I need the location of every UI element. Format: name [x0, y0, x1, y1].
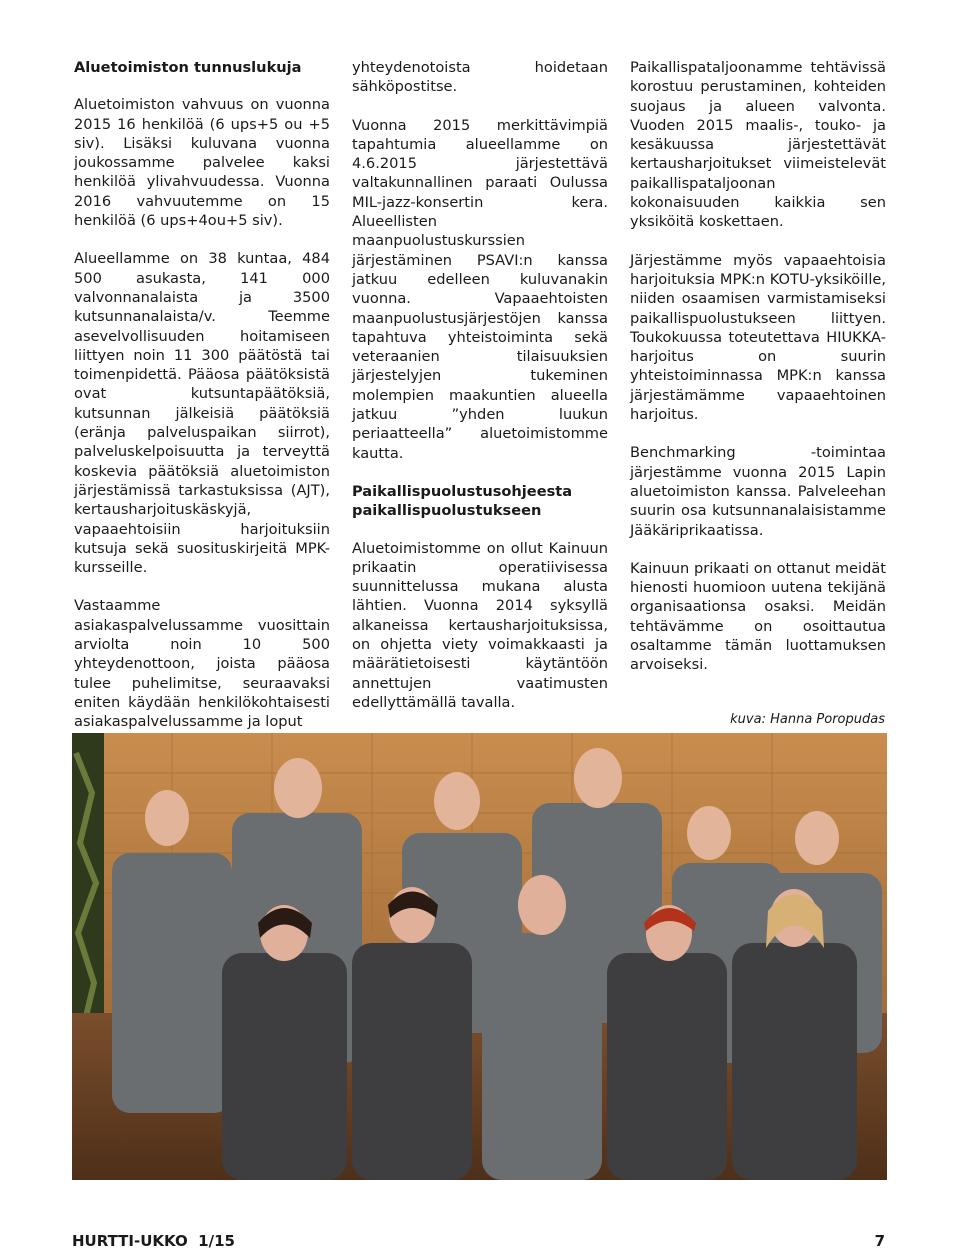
paragraph: Järjestämme myös vapaaehtoisia harjoituksia MPK:n KOTU-yksiköille, niiden osaamisen varmistamiseksi paikallispuolustukseen liittyen. Toukokuussa toteutettava HIUKKA-harjoitus on suurin yhteistoiminnassa MPK:n kanssa järjestämämme vapaaehtoinen harjoitus.	[630, 251, 886, 424]
paragraph: Vastaamme asiakaspalvelussamme vuosittain arviolta noin 10 500 yhteydenottoon, joista pääosa tulee puhelimitse, seuraavaksi eniten käydään henkilökohtaisesti asiakaspalvelussamme ja loput	[74, 597, 330, 731]
text-column-3	[630, 58, 886, 694]
paragraph: Kainuun prikaati on ottanut meidät hienosti huomioon uutena tekijänä organisaationsa osaksi. Meidän tehtävämme on osoittautua osaltamme tämän luottamuksen arvoiseksi.	[630, 559, 886, 674]
section-heading-key-figures: Aluetoimiston tunnuslukuja	[74, 59, 302, 76]
section-heading-local-defence: Paikallispuolustusohjeesta paikallispuolustukseen	[352, 482, 573, 520]
publication-name: HURTTI-UKKO 1/15	[72, 1232, 235, 1250]
paragraph: Paikallispataljoonamme tehtävissä korostuu perustaminen, kohteiden suojaus ja alueen valvonta. Vuoden 2015 maalis-, touko- ja kesäkuussa järjestettävät kertausharjoitukset viimeistelevät paikallispataljoonan kokonaisuuden kaikkia sen yksiköitä koskettaen.	[630, 59, 886, 231]
page-number: 7	[874, 1232, 885, 1250]
paragraph: Alueellamme on 38 kuntaa, 484 500 asukasta, 141 000 valvonnanalaista ja 3500 kutsunnanalaista/v. Teemme asevelvollisuuden hoitamiseen liittyen noin 11 300 päätöstä tai toimenpidettä. Pääosa päätöksistä ovat kutsuntapäätöksiä, kutsunnan jälkeisiä päätöksiä (eränja palveluspaikan siirrot), palveluskelpoisuutta ja terveyttä koskevia päätöksiä aluetoimiston järjestämissä tarkastuksissa (AJT), kertausharjoituskäskyjä, vapaaehtoisiin harjoituksiin kutsuja sekä suosituskirjeitä MPK-kursseille.	[74, 250, 330, 577]
paragraph: Vuonna 2015 merkittävimpiä tapahtumia alueellamme on 4.6.2015 järjestettävä valtakunnallinen paraati Oulussa MIL-jazz-konsertin kera. Alueellisten maanpuolustuskurssien järjestäminen PSAVI:n kanssa jatkuu edelleen kuluvanakin vuonna. Vapaaehtoisten maanpuolustusjärjestöjen kanssa tapahtuva yhteistoiminta sekä veteraanien tilaisuuksien järjestelyjen tukeminen molempien maakuntien alueella jatkuu ”yhden luukun periaatteella” aluetoimistomme kautta.	[352, 116, 608, 462]
text-column-1	[74, 58, 330, 751]
photo-credit: kuva: Hanna Poropudas	[730, 712, 885, 727]
page-footer	[72, 1232, 885, 1250]
paragraph: Benchmarking -toimintaa järjestämme vuonna 2015 Lapin aluetoimiston kanssa. Palveleehan suurin osa kutsunnanalaisistamme Jääkäriprikaatissa.	[630, 444, 886, 539]
group-photo	[72, 733, 887, 1180]
paragraph: Aluetoimiston vahvuus on vuonna 2015 16 henkilöä (6 ups+5 ou +5 siv). Lisäksi kuluvana vuonna joukossamme palvelee kaksi henkilöä ylivahvuudessa. Vuonna 2016 vahvuutemme on 15 henkilöä (6 ups+4ou+5 siv).	[74, 96, 330, 230]
paragraph: Aluetoimistomme on ollut Kainuun prikaatin operatiivisessa suunnittelussa mukana alusta lähtien. Vuonna 2014 syksyllä alkaneissa kertausharjoituksissa, on ohjetta viety voimakkaasti ja määrätietoisesti käytäntöön annettujen vaatimusten edellyttämällä tavalla.	[352, 539, 608, 711]
paragraph: yhteydenotoista hoidetaan sähköpostitse.	[352, 59, 608, 96]
text-column-2	[352, 58, 608, 731]
